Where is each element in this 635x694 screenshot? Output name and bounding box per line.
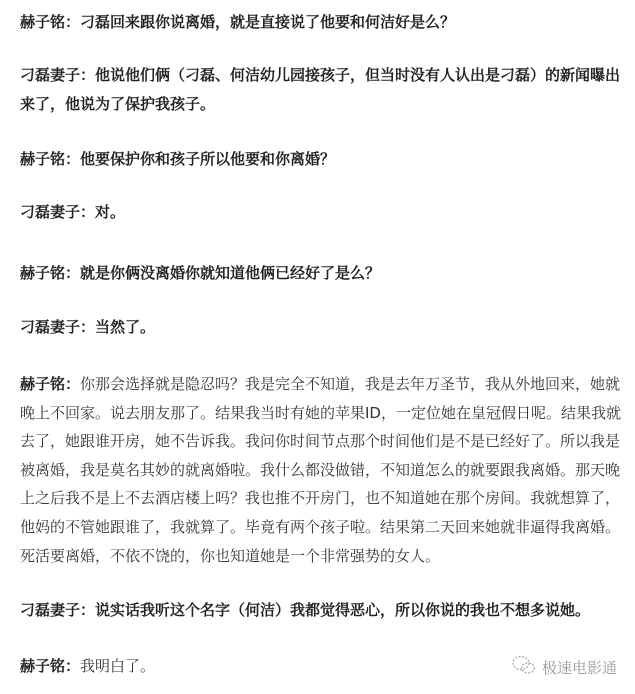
text-line <box>20 513 630 542</box>
speaker-name: 赫子铭： <box>20 657 81 675</box>
speaker-name: 刁磊妻子： <box>20 66 96 84</box>
watermark-text: 极速电影通 <box>541 658 617 677</box>
speaker-name: 赫子铭： <box>20 375 81 393</box>
text-line <box>20 370 630 399</box>
text-line <box>20 596 630 625</box>
text-line <box>20 198 630 227</box>
speaker-name: 赫子铭： <box>20 13 81 31</box>
line-text: 我明白了。 <box>80 657 156 675</box>
dialogue-paragraph <box>20 198 630 227</box>
text-line <box>20 427 630 456</box>
line-text: 就是你俩没离婚你就知道他俩已经好了是么？ <box>80 264 381 282</box>
speaker-name: 赫子铭： <box>20 264 81 282</box>
line-text: 去了，她跟谁开房，她不告诉我。我问你时间节点那个时间他们是不是已经好了。所以我是 <box>20 432 621 451</box>
line-text: 他妈的不管她跟谁了，我就算了。毕竟有两个孩子啦。结果第二天回来她就非逼得我离婚。 <box>20 517 621 536</box>
line-text: 刁磊回来跟你说离婚，就是直接说了他要和何洁好是么？ <box>80 13 456 31</box>
line-text: 上之后我不是上不去酒店楼上吗？我也推不开房门，也不知道她在那个房间。我就想算了， <box>20 489 621 508</box>
watermark <box>512 655 617 679</box>
text-line <box>20 145 630 174</box>
speaker-name: 赫子铭： <box>20 150 81 168</box>
wechat-icon <box>512 655 536 679</box>
line-text: 晚上不回家。说去朋友那了。结果我当时有她的苹果ID，一定位她在皇冠假日呢。结果我就 <box>20 403 621 422</box>
text-line <box>20 8 630 37</box>
dialogue-paragraph <box>20 313 630 342</box>
speaker-name: 刁磊妻子： <box>20 601 96 619</box>
text-line <box>20 542 630 571</box>
dialogue-paragraph <box>20 145 630 174</box>
line-text: 你那会选择就是隐忍吗？我是完全不知道，我是去年万圣节，我从外地回来，她就 <box>80 375 621 393</box>
dialogue-paragraph <box>20 370 630 570</box>
line-text: 被离婚，我是莫名其妙的就离婚啦。我什么都没做错，不知道怎么的就要跟我离婚。那天晚 <box>20 460 621 479</box>
text-line <box>20 456 630 485</box>
text-line <box>20 313 630 342</box>
line-text: 他要保护你和孩子所以他要和你离婚？ <box>80 150 336 168</box>
text-line <box>20 90 630 119</box>
line-text: 来了，他说为了保护我孩子。 <box>20 94 216 113</box>
dialogue-paragraph <box>20 259 630 288</box>
dialogue-paragraph <box>20 8 630 37</box>
speaker-name: 刁磊妻子： <box>20 203 96 221</box>
line-text: 死活要离婚，不依不饶的，你也知道她是一个非常强势的女人。 <box>20 546 441 565</box>
line-text: 当然了。 <box>95 318 156 336</box>
speaker-name: 刁磊妻子： <box>20 318 96 336</box>
line-text: 他说他们俩（刁磊、何洁幼儿园接孩子，但当时没有人认出是刁磊）的新闻曝出 <box>95 66 621 84</box>
text-line <box>20 484 630 513</box>
line-text: 说实话我听这个名字（何洁）我都觉得恶心，所以你说的我也不想多说她。 <box>95 601 591 619</box>
text-line <box>20 61 630 90</box>
line-text: 对。 <box>95 203 126 221</box>
text-line <box>20 399 630 428</box>
dialogue-paragraph <box>20 61 630 118</box>
text-line <box>20 259 630 288</box>
dialogue-paragraph <box>20 596 630 625</box>
